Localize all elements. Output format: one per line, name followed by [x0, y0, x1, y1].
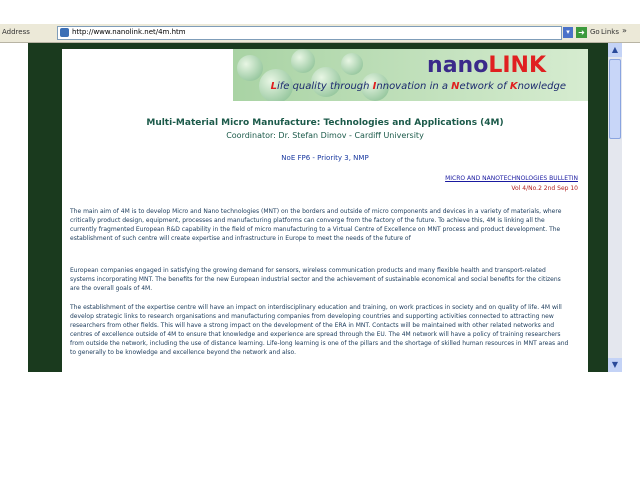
tagline-ife: ife quality through — [276, 81, 373, 92]
scroll-up-icon[interactable]: ▲ — [608, 43, 622, 57]
coordinator-line: Coordinator: Dr. Stefan Dimov - Cardiff University — [226, 131, 424, 140]
go-button[interactable]: Go — [590, 28, 600, 36]
tagline-nnovation: nnovation in a — [376, 81, 452, 92]
address-url: http://www.nanolink.net/4m.htm — [72, 28, 186, 36]
tagline-k: K — [509, 81, 518, 92]
address-dropdown-button[interactable]: ▾ — [563, 27, 573, 38]
bulletin-issue: Vol 4/No.2 2nd Sep 10 — [511, 185, 578, 192]
address-input[interactable] — [57, 26, 562, 40]
go-arrow-icon[interactable]: ➜ — [576, 27, 587, 38]
brand-logo — [427, 53, 546, 78]
brand-nano: nano — [427, 53, 489, 78]
intro-paragraph: The main aim of 4M is to develop Micro and Nano technologies (MNT) on the borders and outside of micro components and devices in a variety of materials, where critically product design, equipment, processes and manufacturing platforms can converge from the factory of the future. To achieve this, 4M is linking all the currently fragmented European R&D capability in the field of micro manufacturing to a Virtual Centre of Excellence on MNT process and product development. The establishment of such centre will create expertise and infrastructure in Europe to meet the needs of the future of — [70, 208, 562, 242]
noe-priority-line: NoE FP6 - Priority 3, NMP — [281, 154, 369, 162]
bulletin-link[interactable]: MICRO AND NANOTECHNOLOGIES BULLETIN — [445, 175, 578, 182]
links-button[interactable]: Links — [601, 28, 619, 36]
page-viewport — [28, 43, 622, 372]
bubble-graphic — [237, 55, 263, 81]
tagline — [271, 81, 566, 92]
nanolink-banner — [233, 49, 588, 101]
tagline-nowledge: nowledge — [517, 81, 566, 92]
address-label: Address — [2, 28, 30, 36]
scroll-down-icon[interactable]: ▼ — [608, 358, 622, 372]
tagline-etwork: etwork of — [459, 81, 510, 92]
vertical-scrollbar[interactable] — [608, 43, 622, 372]
impact-paragraph: The establishment of the expertise centre will have an impact on interdisciplinary education and training, on work practices in society and on quality of life. 4M will develop strategic links to research organisations and manufacturing companies from developing countries and supporting activities connected to attracting new researchers from other fields. This will have a strong impact on the development of the ERA in MNT. Contacts will be maintained with other related networks and centres of excellence outside of 4M to ensure that knowledge and experience are spread through the EU. The 4M network will have a policy of training researchers from outside the network, including the use of distance learning. Life-long learning is one of the pillars and the shortage of skilled human resources in MNT areas and to generally to be knowledge and excellence beyond the network and also. — [70, 304, 569, 356]
tagline-n: N — [451, 81, 460, 92]
links-chevron-icon[interactable]: » — [622, 26, 627, 35]
tagline-l: L — [270, 81, 277, 92]
brand-link: LINK — [488, 53, 546, 78]
address-bar — [0, 24, 640, 43]
scroll-thumb[interactable] — [609, 59, 621, 139]
page-content — [62, 49, 588, 372]
bubble-graphic — [291, 49, 315, 73]
companies-paragraph: European companies engaged in satisfying the growing demand for sensors, wireless communication products and many flexible health and transport-related systems incorporating MNT. The benefits for the new European industrial sector and the achievement of sustainable economical and social benefits for the citizens are the overall goals of 4M. — [70, 267, 561, 292]
page-title: Multi-Material Micro Manufacture: Technologies and Applications (4M) — [146, 118, 504, 128]
tagline-i: I — [372, 81, 377, 92]
page-icon — [60, 28, 69, 37]
bubble-graphic — [341, 53, 363, 75]
